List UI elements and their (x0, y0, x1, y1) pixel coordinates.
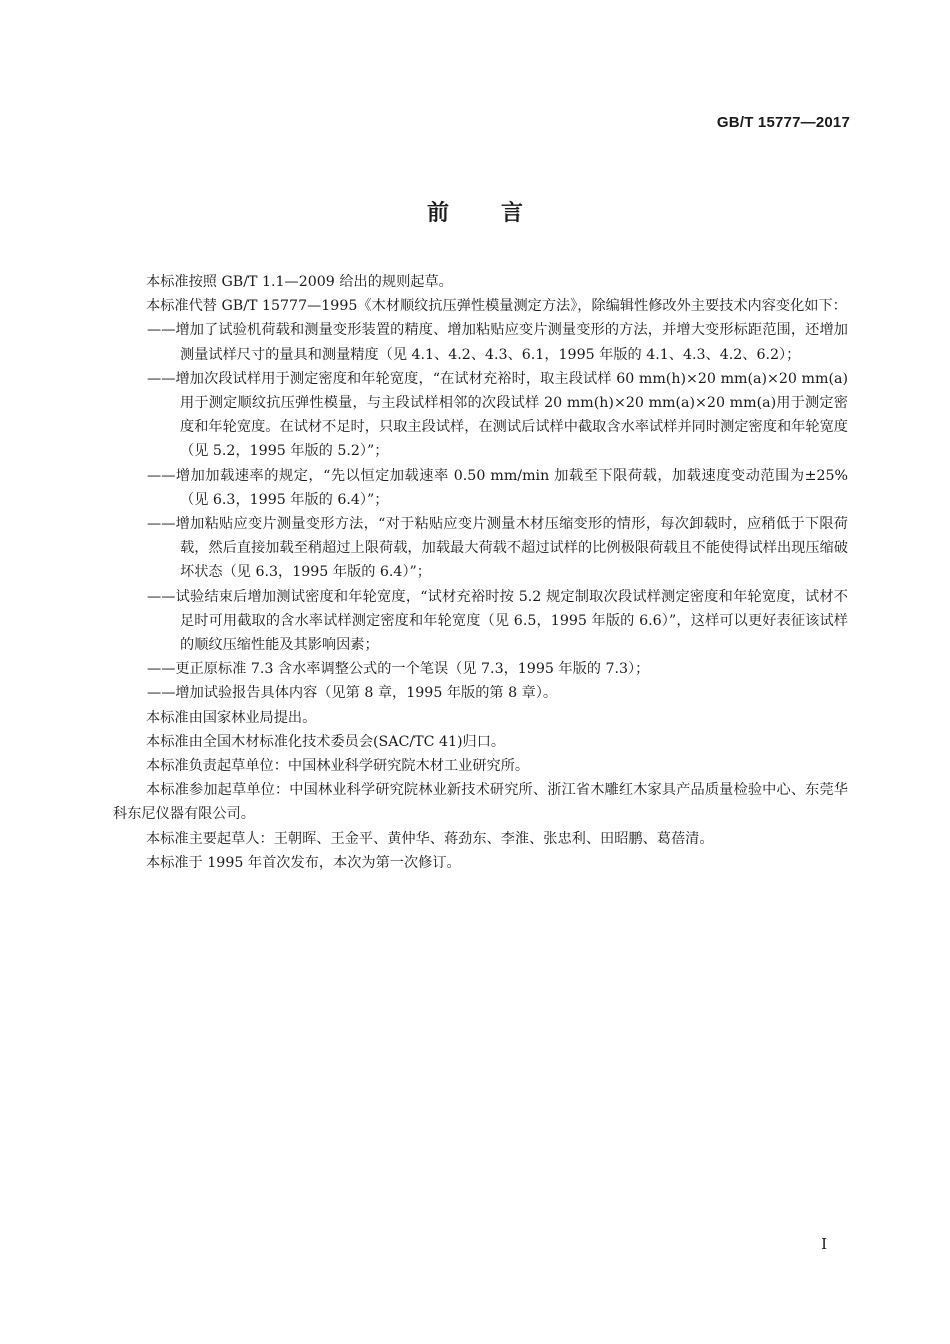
outro-paragraph: 本标准于 1995 年首次发布，本次为第一次修订。 (146, 854, 461, 871)
outro-paragraph: 本标准由全国木材标准化技术委员会(SAC/TC 41)归口。 (146, 733, 506, 750)
page-number: I (821, 1235, 827, 1253)
intro-paragraph: 本标准代替 GB/T 15777—1995《木材顺纹抗压弹性模量测定方法》，除编辑性修改外主要技术内容变化如下： (146, 298, 847, 315)
change-item: ——增加粘贴应变片测量变形方法，“对于粘贴应变片测量木材压缩变形的情形，每次卸载时，应稍低于下限荷载，然后直接加载至稍超过上限荷载，加载最大荷载不超过试样的比例极限荷载且不能使得试样出现压缩破坏状态（见 6.3，1995 年版的 6.4）”； (147, 516, 848, 581)
intro-paragraph: 本标准按照 GB/T 1.1—2009 给出的规则起草。 (146, 274, 453, 290)
page-title: 前言 (426, 201, 575, 226)
standard-number: GB/T 15777—2017 (716, 114, 850, 131)
outro-paragraph: 本标准负责起草单位：中国林业科学研究院木材工业研究所。 (146, 758, 530, 775)
outro-paragraph: 本标准由国家林业局提出。 (146, 709, 317, 726)
outro-paragraph: 本标准参加起草单位：中国林业科学研究院林业新技术研究所、浙江省木雕红木家具产品质量检验中心、东莞华科东尼仪器有限公司。 (113, 782, 848, 823)
change-item: ——增加试验报告具体内容（见第 8 章，1995 年版的第 8 章）。 (147, 685, 558, 702)
change-item: ——增加了试验机荷载和测量变形装置的精度、增加粘贴应变片测量变形的方法，并增大变形标距范围，还增加测量试样尺寸的量具和测量精度（见 4.1、4.2、4.3、6.1，1995 年版的 4.1、4.3、4.2、6.2）； (147, 322, 848, 363)
change-item: ——增加加载速率的规定，“先以恒定加载速率 0.50 mm/min 加载至下限荷载，加载速度变动范围为±25%（见 6.3，1995 年版的 6.4）”； (147, 467, 848, 508)
change-item: ——更正原标准 7.3 含水率调整公式的一个笔误（见 7.3，1995 年版的 7.3）； (147, 661, 650, 678)
foreword-body (113, 270, 848, 875)
change-item: ——增加次段试样用于测定密度和年轮宽度，“在试材充裕时，取主段试样 60 mm(h)×20 mm(a)×20 mm(a)用于测定顺纹抗压弹性模量，与主段试样相邻的次段试样 20 mm(h)×20 mm(a)×20 mm(a)用于测定密度和年轮宽度。在试材不足时，只取主段试样，在测试后试样中截取含水率试样并同时测定密度和年轮宽度（见 5.2，1995 年版的 5.2）”； (147, 370, 848, 460)
change-item: ——试验结束后增加测试密度和年轮宽度，“试材充裕时按 5.2 规定制取次段试样测定密度和年轮宽度，试材不足时可用截取的含水率试样测定密度和年轮宽度（见 6.5，1995 年版的 6.6）”，这样可以更好表征该试样的顺纹压缩性能及其影响因素； (147, 588, 848, 654)
outro-paragraph: 本标准主要起草人：王朝晖、王金平、黄仲华、蒋劲东、李淮、张忠利、田昭鹏、葛蓓清。 (146, 830, 714, 847)
